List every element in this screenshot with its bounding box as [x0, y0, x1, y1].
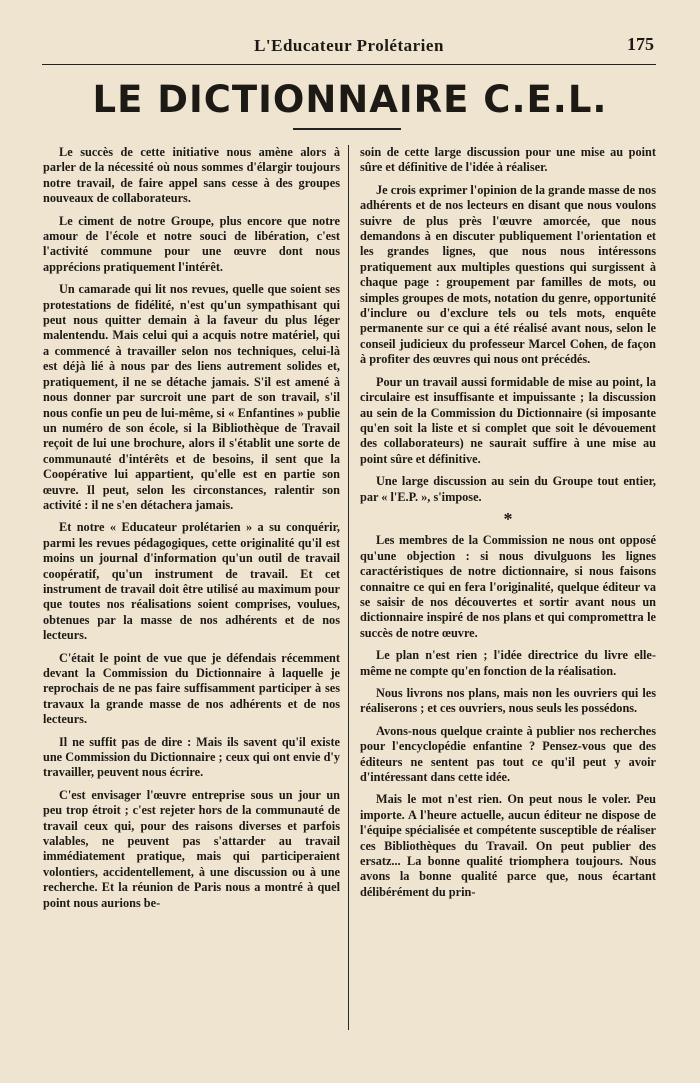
- left-column: [43, 145, 340, 918]
- title-underline: [293, 128, 401, 130]
- paragraph: Le plan n'est rien ; l'idée directrice du livre elle-même ne compte qu'en fonction de la réalisation.: [360, 648, 656, 678]
- paragraph: Mais le mot n'est rien. On peut nous le voler. Peu importe. A l'heure actuelle, aucun éditeur ne dispose de l'équipe spécialisée et compétente susceptible de réaliser ces Bibliothèques du Travail. On peut publier des ersatz... La bonne qualité triomphera toujours. Nous avons la bonne qualité parce que, nous écartant délibérément du prin-: [360, 792, 656, 899]
- paragraph: C'était le point de vue que je défendais récemment devant la Commission du Dictionnaire à laquelle je reprochais de ne pas faire suffisamment participer à ses travaux la grande masse de nos adhérents et de nos lecteurs.: [43, 650, 340, 727]
- paragraph: Une large discussion au sein du Groupe tout entier, par « l'E.P. », s'impose.: [360, 474, 656, 504]
- paragraph: Un camarade qui lit nos revues, quelle que soient ses protestations de fidélité, n'est qu'un sympathisant qui peut nous quitter demain à la faveur du plus léger malentendu. Mais celui qui a acquis notre matériel, qui a commencé à travailler selon nos techniques, celui-là est déjà lié à nous par des liens autrement solides et, pratiquement, il ne se détache jamais. S'il est amené à nous donner par surcroit une part de son travail, s'il nous confie un peu de lui-même, si « Enfantines » publie un numéro de son école, si la Bibliothèque de Travail reçoit de lui une brochure, alors il s'établit une sorte de communauté d'intérêts et de besoins, il sent que la Coopérative lui appartient, qu'elle est en partie son œuvre. Il peut, selon les circonstances, ralentir son activité : il ne s'en détachera jamais.: [43, 282, 340, 512]
- paragraph: Le succès de cette initiative nous amène alors à parler de la nécessité où nous sommes d'élargir toujours notre travail, de faire appel sans cesse à des groupes nouveaux de collaborateurs.: [43, 145, 340, 206]
- page-number: 175: [627, 34, 654, 54]
- paragraph: Et notre « Educateur prolétarien » a su conquérir, parmi les revues pédagogiques, cette originalité qu'il est moins un journal d'information qu'un outil de travail coopératif, qu'un instrument de travail. Et cet instrument de travail doit être utilisé au maximum pour que toutes nos réalisations soient comprises, voulues, obtenues par la masse de nos adhérents et de nos lecteurs.: [43, 520, 340, 643]
- paragraph: Nous livrons nos plans, mais non les ouvriers qui les réaliserons ; et ces ouvriers, nous seuls les possédons.: [360, 686, 656, 716]
- journal-title: L'Educateur Prolétarien: [254, 36, 444, 55]
- right-column: [360, 145, 656, 907]
- paragraph-continued: soin de cette large discussion pour une mise au point sûre et définitive de l'idée à réaliser.: [360, 145, 656, 175]
- paragraph: Je crois exprimer l'opinion de la grande masse de nos adhérents et de nos lecteurs en disant que nous voulons suivre de plus près l'œuvre amorcée, que nous demandons à en discuter publiquement l'orientation et les grandes lignes, que nous nous intéressons pratiquement aux multiples questions qui surgissent à chaque page : groupement par familles de mots, ou simples groupes de mots, notation du genre, opportunité d'inclure ou d'exclure tels ou tels mots, enquête permanente sur ce qui a été réalisé avant nous, selon le conseil judicieux du professeur Marcel Cohen, de façon à profiter des œuvres qui nous ont précédés.: [360, 182, 656, 367]
- paragraph: Le ciment de notre Groupe, plus encore que notre amour de l'école et notre souci de libération, c'est l'activité commune pour une œuvre dont nous apprécions pratiquement l'intérêt.: [43, 213, 340, 274]
- paragraph: Pour un travail aussi formidable de mise au point, la circulaire est insuffisante et impuissante ; la discussion au sein de la Commission du Dictionnaire (si imposante qu'en soit la liste et si complet que soit le dévouement des collaborateurs) ne saurait suffire à une mise au point sûre et définitive.: [360, 374, 656, 466]
- paragraph: Il ne suffit pas de dire : Mais ils savent qu'il existe une Commission du Dictionnaire ; ceux qui ont envie d'y travailler, peuvent nous écrire.: [43, 734, 340, 780]
- section-separator: *: [503, 508, 513, 529]
- paragraph: Les membres de la Commission ne nous ont opposé qu'une objection : si nous divulguons les lignes caractéristiques de notre dictionnaire, si nous faisons connaitre ce qui en fera l'originalité, quelque éditeur va se saisir de nos découvertes et sortir avant nous un dictionnaire inspiré de nos plans et qui compromettra le succès de notre œuvre.: [360, 533, 656, 640]
- column-divider: [348, 145, 349, 1030]
- running-header: [42, 34, 656, 65]
- paragraph: C'est envisager l'œuvre entreprise sous un jour un peu trop étroit ; c'est rejeter hors de la communauté de travail ceux qui, pour des raisons diverses et parfois valables, ne peuvent pas s'attarder au travail immédiatement pratique, mais qui participeraient volontiers, accidentellement, à une discussion ou à une recherche. Et la réunion de Paris nous a montré à quel point nous aurions be-: [43, 787, 340, 910]
- article-title: LE DICTIONNAIRE C.E.L.: [92, 78, 608, 121]
- paragraph: Avons-nous quelque crainte à publier nos recherches pour l'encyclopédie enfantine ? Pensez-vous que des éditeurs ne sentent pas tout ce qu'il peut y avoir d'intéressant dans cette idée.: [360, 723, 656, 785]
